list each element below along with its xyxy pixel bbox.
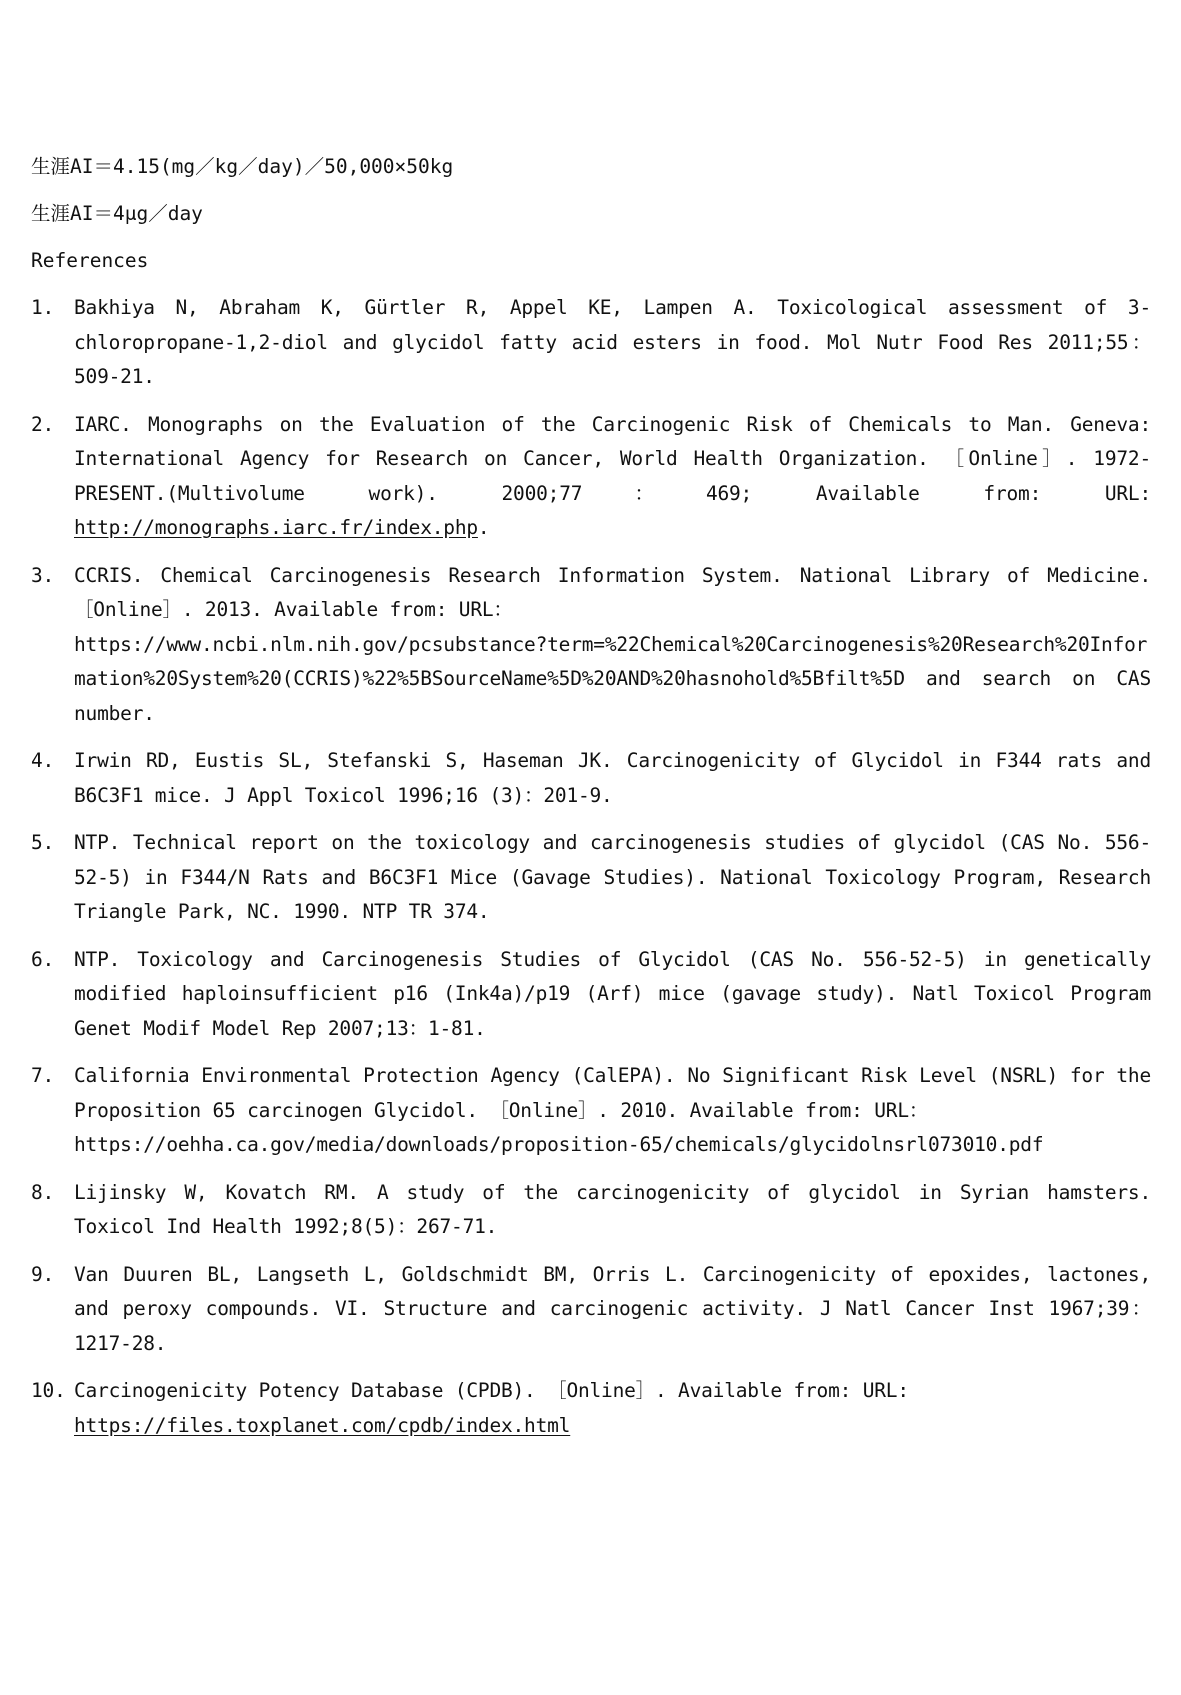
reference-item-7 xyxy=(31,1059,1151,1163)
references-list xyxy=(31,291,1151,1443)
reference-text: NTP. Technical report on the toxicology and carcinogenesis studies of glycidol (CAS No. 556-52-5) in F344/N Rats and B6C3F1 Mice (Gavage Studies). National Toxicology Program, Research Triangle Park, NC. 1990. NTP TR 374. xyxy=(74,831,1151,923)
reference-number: 5. xyxy=(31,831,55,854)
reference-text: Carcinogenicity Potency Database (CPDB). ［Online］. Available from: URL: xyxy=(74,1379,909,1402)
reference-number: 2. xyxy=(31,412,55,436)
reference-text: Irwin RD, Eustis SL, Stefanski S, Haseman JK. Carcinogenicity of Glycidol in F344 rats and B6C3F1 mice. J Appl Toxicol 1996;16 (3)：201-9. xyxy=(74,749,1151,807)
reference-item-10 xyxy=(31,1374,1151,1443)
reference-text: Lijinsky W, Kovatch RM. A study of the carcinogenicity of glycidol in Syrian hamsters. Toxicol Ind Health 1992;8(5)：267-71. xyxy=(74,1180,1151,1238)
reference-item-8 xyxy=(31,1176,1151,1245)
reference-number: 10. xyxy=(31,1379,66,1402)
reference-item-6 xyxy=(31,943,1151,1047)
reference-number: 7. xyxy=(31,1064,55,1087)
reference-text: Bakhiya N, Abraham K, Gürtler R, Appel KE, Lampen A. Toxicological assessment of 3-chloropropane-1,2-diol and glycidol fatty acid esters in food. Mol Nutr Food Res 2011;55：509-21. xyxy=(74,296,1151,388)
reference-url-text: https://www.ncbi.nlm.nih.gov/pcsubstance?term=%22Chemical%20Carcinogenesis%20Research%20Information%20System%20(CCRIS)%22%5BSourceName%5D%20AND%20hasnohold%5Bfilt%5D xyxy=(74,632,1148,690)
formula-line-1: 生涯AI＝4.15(mg／kg／day)／50,000×50kg xyxy=(31,155,454,178)
reference-text-after: and search on CAS number. xyxy=(74,667,1151,725)
reference-text-after: . xyxy=(477,516,490,539)
document-page xyxy=(31,150,1151,1456)
reference-number: 4. xyxy=(31,749,55,772)
reference-link[interactable]: http://monographs.iarc.fr/index.php xyxy=(74,516,478,539)
reference-item-5 xyxy=(31,826,1151,930)
reference-text: California Environmental Protection Agency (CalEPA). No Significant Risk Level (NSRL) for the Proposition 65 carcinogen Glycidol. ［Online］. 2010. Available from: URL： xyxy=(74,1064,1151,1122)
reference-item-4 xyxy=(31,744,1151,813)
reference-text: IARC. Monographs on the Evaluation of the Carcinogenic Risk of Chemicals to Man. Geneva: International Agency for Research on Cancer, World Health Organization. ［Online］. 1972-PRESENT.(Multivolume work). 2000;77：469; Available from: URL: xyxy=(74,412,1151,505)
reference-text: NTP. Toxicology and Carcinogenesis Studies of Glycidol (CAS No. 556-52-5) in genetically modified haploinsufficient p16 (Ink4a)/p19 (Arf) mice (gavage study). Natl Toxicol Program Genet Modif Model Rep 2007;13：1-81. xyxy=(74,947,1151,1040)
reference-number: 1. xyxy=(31,296,55,319)
reference-item-2 xyxy=(31,408,1151,546)
formula-line-2: 生涯AI＝4μg／day xyxy=(31,202,203,225)
reference-text: Van Duuren BL, Langseth L, Goldschmidt BM, Orris L. Carcinogenicity of epoxides, lactones, and peroxy compounds. VI. Structure and carcinogenic activity. J Natl Cancer Inst 1967;39：1217-28. xyxy=(74,1262,1151,1355)
reference-item-3 xyxy=(31,559,1151,732)
reference-text: CCRIS. Chemical Carcinogenesis Research Information System. National Library of Medicine. ［Online］. 2013. Available from: URL： xyxy=(74,563,1151,621)
reference-number: 9. xyxy=(31,1262,55,1286)
reference-item-9 xyxy=(31,1258,1151,1362)
reference-url-text: https://oehha.ca.gov/media/downloads/proposition-65/chemicals/glycidolnsrl073010.pdf xyxy=(74,1133,1044,1156)
references-heading: References xyxy=(31,249,149,272)
reference-number: 6. xyxy=(31,947,55,971)
reference-number: 8. xyxy=(31,1180,55,1204)
reference-item-1 xyxy=(31,291,1151,395)
reference-number: 3. xyxy=(31,563,55,587)
reference-link[interactable]: https://files.toxplanet.com/cpdb/index.html xyxy=(74,1413,571,1437)
